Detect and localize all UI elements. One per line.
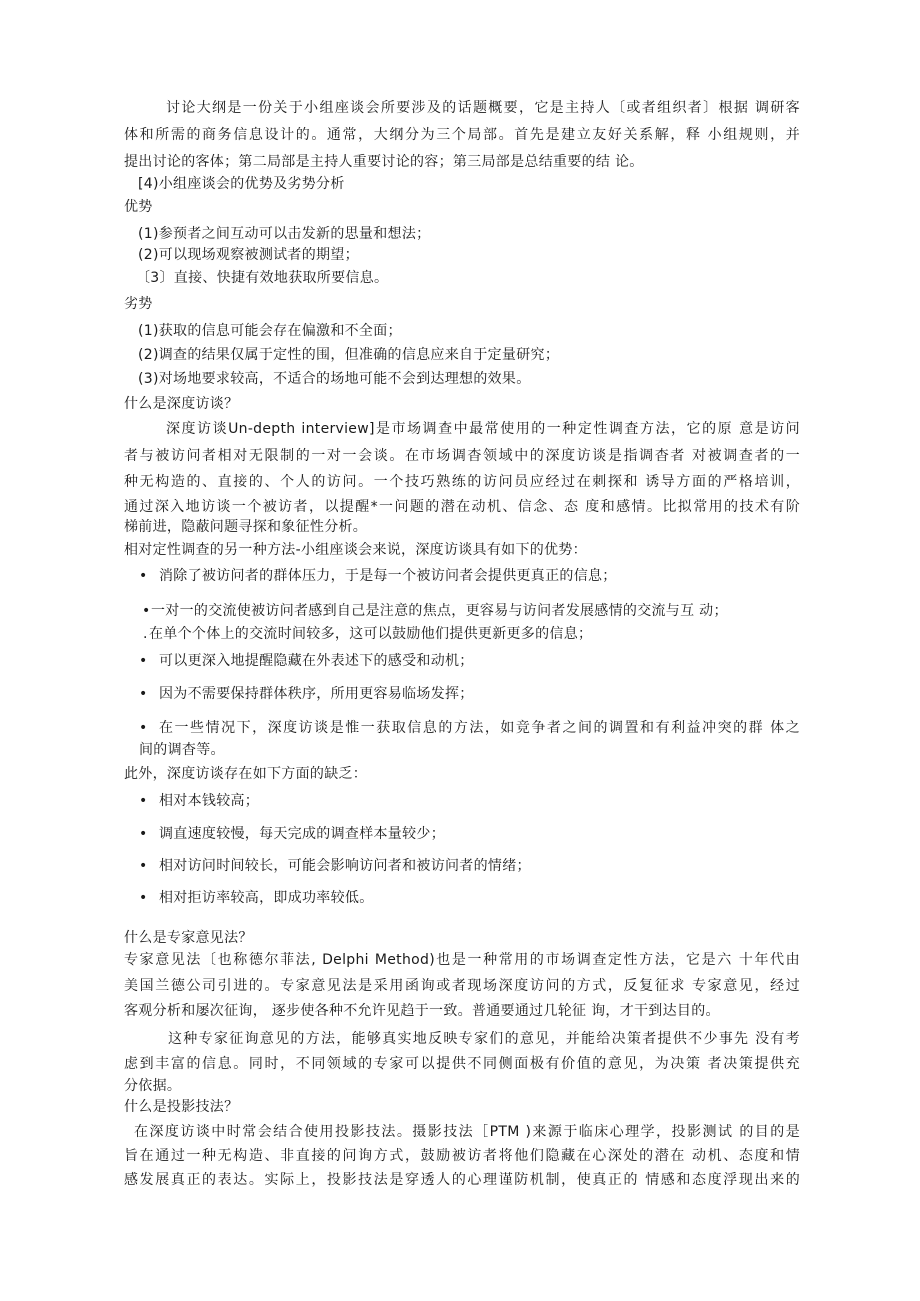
bullet-marker: • bbox=[139, 720, 148, 736]
bullet-marker: • bbox=[142, 603, 151, 619]
delphi-para2-line-3: 分依据。 bbox=[124, 1078, 182, 1094]
shortcomings-intro: 此外，深度访谈存在如下方面的缺乏： bbox=[124, 766, 368, 782]
depth-advantage-3: 在单个个体上的交流时间较多，这可以鼓励他们提供更新更多的信息； bbox=[149, 626, 593, 642]
depth-para-line-3: 种无构造的、直接的、个人的访问。一个技巧熟练的访问员应经过在刺探和 诱导方面的严格培训， bbox=[124, 474, 800, 490]
disadvantage-item-3: (3)对场地要求较高，不适合的场地可能不会到达理想的效果。 bbox=[138, 371, 531, 387]
projective-para-line-2: 旨在通过一种无构造、非直接的问询方式，鼓励被访者将他们隐藏在心深处的潜在 动机、态度和情 bbox=[124, 1148, 800, 1164]
bullet-marker: • bbox=[139, 858, 148, 874]
advantage-item-2: (2)可以现场观察被测试者的期望； bbox=[138, 247, 359, 263]
depth-para-line-5: 梯前进，隐蔽问题寻探和象征性分析。 bbox=[124, 519, 368, 535]
delphi-para1-line-2: 美国兰德公司引进的。专家意见法是采用函询或者现场深度访问的方式，反复征求 专家意见，经过 bbox=[124, 978, 800, 994]
projective-para-line-3: 感发展真正的表达。实际上，投影技法是穿透人的心理谨防机制，使真正的 情感和态度浮现出来的 bbox=[124, 1172, 800, 1188]
dot-bullet-marker: . bbox=[143, 626, 148, 642]
bullet-marker: • bbox=[139, 890, 148, 906]
intro-line-3: 提出讨论的客体；第二局部是主持人重要讨论的容；第三局部是总结重要的结 论。 bbox=[124, 154, 644, 170]
projective-para-line-1: 在深度访谈中时常会结合使用投影技法。摄影技法［PTM )来源于临床心理学，投影测试 的目的是 bbox=[134, 1124, 800, 1140]
projective-question: 什么是投影技法？ bbox=[124, 1099, 239, 1115]
delphi-para1-line-1: 专家意见法〔也称德尔菲法, Delphi Method)也是一种常用的市场调查定性方法，它是六 十年代由 bbox=[124, 952, 800, 968]
depth-advantage-4: 可以更深入地提醒隐藏在外表述下的感受和动机； bbox=[159, 653, 474, 669]
depth-advantage-6-cont: 间的调杳等。 bbox=[139, 742, 225, 758]
advantage-item-1: (1)参预者之间互动可以击发新的思量和想法； bbox=[138, 226, 431, 242]
intro-line-2: 体和所需的商务信息设计的。通常，大纲分为三个局部。首先是建立友好关系解，释 小组规则，并 bbox=[124, 127, 800, 143]
compare-intro: 相对定性调查的另一种方法-小组座谈会来说，深度访谈具有如下的优势： bbox=[124, 542, 587, 558]
shortcoming-1: 相对本钱较高； bbox=[159, 793, 260, 809]
depth-para-line-4: 通过深入地访谈一个被访者，以提醒*一问题的潜在动机、信念、态 度和感情。比拟常用的技术有阶 bbox=[124, 499, 800, 515]
focus-group-heading: [4)小组座谈会的优势及劣势分析 bbox=[138, 176, 345, 192]
advantage-item-3: 〔3〕直接、快捷有效地获取所要信息。 bbox=[136, 270, 389, 286]
bullet-marker: • bbox=[139, 826, 148, 842]
depth-advantage-5: 因为不需要保持群体秩序，所用更容易临场发挥； bbox=[159, 686, 474, 702]
delphi-question: 什么是专家意见法？ bbox=[124, 930, 253, 946]
disadvantage-item-2: (2)调查的结果仅属于定性的围，但准确的信息应来自于定量研究； bbox=[138, 347, 560, 363]
delphi-para2-line-2: 虑到丰富的信息。同时，不同领域的专家可以提供不同侧面极有价值的意见，为决策 者决策提供充 bbox=[124, 1056, 800, 1072]
depth-advantage-2: 一对一的交流使被访问者感到自己是注意的焦点，更容易与访问者发展感情的交流与互 动； bbox=[151, 603, 728, 619]
bullet-marker: • bbox=[139, 568, 148, 584]
disadvantage-item-1: (1)获取的信息可能会存在偏激和不全面； bbox=[138, 323, 402, 339]
delphi-para2-line-1: 这种专家征询意见的方法，能够真实地反映专家们的意见，并能给决策者提供不少事先 没有考 bbox=[168, 1031, 800, 1047]
disadvantages-label: 劣势 bbox=[124, 296, 153, 312]
depth-advantage-1: 消除了被访问者的群体压力，于是每一个被访问者会提供更真正的信息； bbox=[159, 568, 617, 584]
intro-line-1: 讨论大纲是一份关于小组座谈会所要涉及的话题概要，它是主持人〔或者组织者〕根据 调研客 bbox=[166, 100, 800, 116]
bullet-marker: • bbox=[139, 686, 148, 702]
bullet-marker: • bbox=[139, 653, 148, 669]
depth-para-line-2: 者与被访问者相对无限制的一对一会谈。在市场调杳领域中的深度访谈是指调杳者 对被调查者的一 bbox=[124, 448, 800, 464]
depth-para-line-1: 深度访谈Un-depth interview]是市场调查中最常使用的一种定性调査方法，它的原 意是访问 bbox=[166, 421, 800, 437]
bullet-marker: • bbox=[139, 793, 148, 809]
shortcoming-2: 调直速度较慢，每天完成的调查样本量较少； bbox=[159, 826, 445, 842]
depth-interview-question: 什么是深度访谈？ bbox=[124, 396, 239, 412]
delphi-para1-line-3: 客观分析和屡次征询， 逐步使各种不允许见趋于一致。普通要通过几轮征 询，才干到达目的。 bbox=[124, 1003, 720, 1019]
shortcoming-3: 相对访问时间较长，可能会影响访问者和被访问者的情绪； bbox=[159, 858, 531, 874]
depth-advantage-6: 在一些情况下，深度访谈是惟一获取信息的方法，如竞争者之间的调置和有利益冲突的群 体之 bbox=[159, 720, 800, 736]
shortcoming-4: 相对拒访率较高，即成功率较低。 bbox=[159, 890, 374, 906]
advantages-label: 优势 bbox=[124, 199, 153, 215]
